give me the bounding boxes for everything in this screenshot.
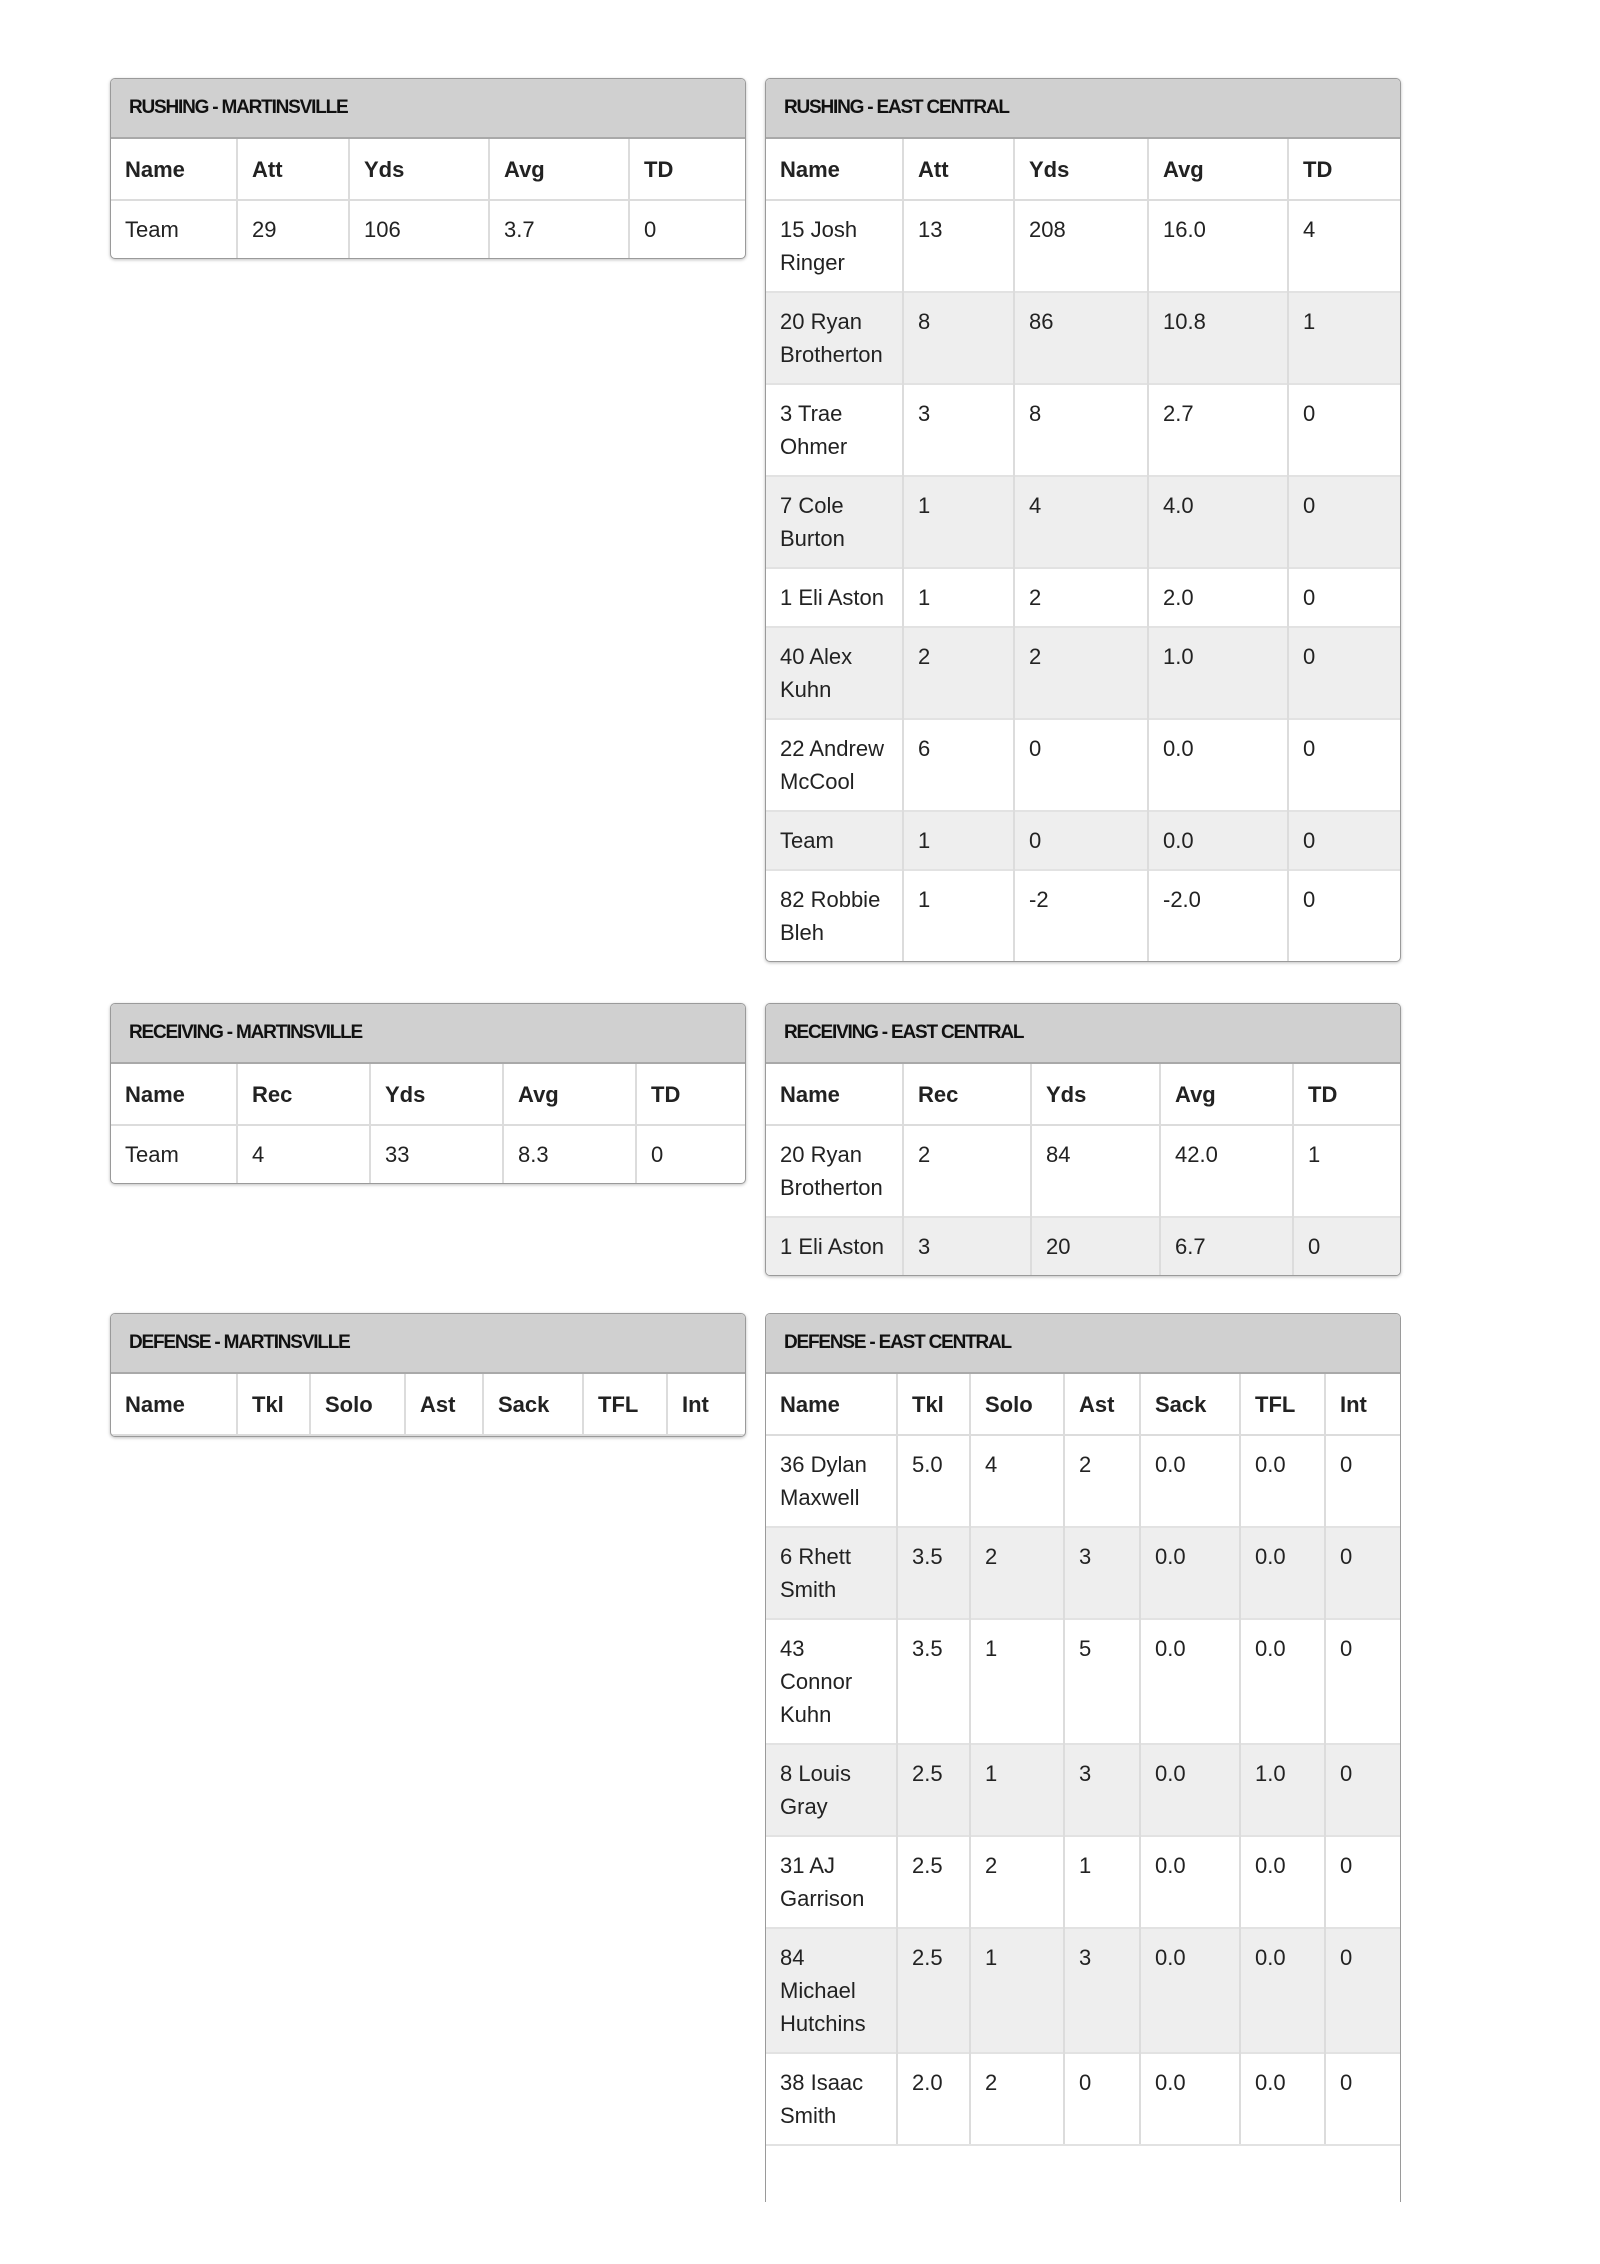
table-cell: 0	[1340, 1544, 1353, 1569]
table-cell: 0	[1303, 644, 1316, 669]
column-header: Att	[903, 139, 1014, 200]
table-cell: 0.0	[1240, 1928, 1325, 2053]
table-cell: 0.0	[1148, 811, 1288, 870]
table-row	[766, 811, 1400, 870]
table-cell: 29	[237, 200, 349, 258]
table-row	[766, 627, 1400, 719]
table-cell: 0.0	[1140, 1928, 1240, 2053]
table-cell: 1	[903, 811, 1014, 870]
column-header: Yds	[349, 139, 489, 200]
table-cell: 4	[1014, 476, 1148, 568]
table-cell: 3	[903, 1217, 1031, 1275]
header-row	[111, 1374, 745, 1435]
header-row	[766, 1374, 1400, 1435]
column-header: Rec	[237, 1064, 370, 1125]
table-cell: 1	[970, 1619, 1064, 1744]
table-cell: 0	[1303, 887, 1316, 912]
table-cell: 22 Andrew McCool	[766, 719, 903, 811]
table-cell: 0.0	[1240, 1435, 1325, 1527]
table-cell: 0.0	[1140, 1744, 1240, 1836]
table-cell: 1	[903, 870, 1014, 961]
table-cell: 4	[1303, 217, 1316, 242]
table-cell: 6 Rhett Smith	[766, 1527, 897, 1619]
table-cell: 1	[970, 1744, 1064, 1836]
table-row	[766, 1928, 1400, 2053]
table-cell: 2.5	[897, 1928, 970, 2053]
table-cell: 0	[1014, 719, 1148, 811]
table-cell: 1	[903, 476, 1014, 568]
table-cell: 0.0	[1140, 1836, 1240, 1928]
table-row	[766, 1836, 1400, 1928]
panel-title: RECEIVING - MARTINSVILLE	[111, 1004, 745, 1064]
table-row	[766, 1125, 1400, 1217]
table-cell: 0	[1340, 1452, 1353, 1477]
table-row	[766, 1435, 1400, 1527]
table-cell: 2.7	[1148, 384, 1288, 476]
column-header: TFL	[1240, 1374, 1325, 1435]
table-cell: 84 Michael Hutchins	[766, 1928, 897, 2053]
table-cell: -2	[1014, 870, 1148, 961]
rushing-east-central-panel	[765, 78, 1401, 962]
table-cell: 8	[1014, 384, 1148, 476]
column-header: Ast	[405, 1374, 483, 1435]
table-cell: 0	[644, 217, 657, 242]
table-cell: 43 Connor Kuhn	[766, 1619, 897, 1744]
table-cell: 20	[1031, 1217, 1160, 1275]
table-cell: 106	[349, 200, 489, 258]
column-header: Avg	[1160, 1064, 1293, 1125]
table-row	[766, 2053, 1400, 2144]
table-cell: 0	[1014, 811, 1148, 870]
table-cell: 3 Trae Ohmer	[766, 384, 903, 476]
table-cell: 6	[903, 719, 1014, 811]
column-header: Ast	[1064, 1374, 1140, 1435]
table-cell: 2.5	[897, 1744, 970, 1836]
table-row	[766, 1527, 1400, 1619]
column-header: Name	[111, 1064, 237, 1125]
table-cell: 4.0	[1148, 476, 1288, 568]
table-cell: 0	[1340, 1853, 1353, 1878]
table-row	[766, 870, 1400, 961]
column-header: Tkl	[237, 1374, 310, 1435]
table-cell: 1	[903, 568, 1014, 627]
rushing-martinsville-panel	[110, 78, 746, 259]
table-row	[766, 292, 1400, 384]
table-cell: 3.7	[489, 200, 629, 258]
table-cell: 0	[1303, 585, 1316, 610]
table-cell: 2.5	[897, 1836, 970, 1928]
column-header: Yds	[1031, 1064, 1160, 1125]
column-header: TD	[644, 157, 674, 182]
table-row	[766, 476, 1400, 568]
column-header: Name	[111, 1374, 237, 1435]
table-cell: 84	[1031, 1125, 1160, 1217]
table-cell: 0.0	[1148, 719, 1288, 811]
table-cell: 2	[1064, 1435, 1140, 1527]
table-cell: 38 Isaac Smith	[766, 2053, 897, 2144]
table-cell: 0.0	[1140, 1435, 1240, 1527]
table-cell: 2	[1014, 627, 1148, 719]
table-cell: 3.5	[897, 1527, 970, 1619]
table-cell: Team	[111, 200, 237, 258]
table-row	[766, 1619, 1400, 1744]
table-cell: 82 Robbie Bleh	[766, 870, 903, 961]
column-header: Sack	[483, 1374, 583, 1435]
table-cell: 2	[903, 627, 1014, 719]
table-cell: 0	[1303, 401, 1316, 426]
header-row	[111, 139, 745, 200]
column-header: Yds	[1014, 139, 1148, 200]
table-cell: 2	[970, 1836, 1064, 1928]
column-header: Name	[111, 139, 237, 200]
panel-title: DEFENSE - EAST CENTRAL	[766, 1314, 1400, 1374]
table-cell: 2	[903, 1125, 1031, 1217]
table-cell: 2.0	[1148, 568, 1288, 627]
table-cell: 5.0	[897, 1435, 970, 1527]
table-cell: 8 Louis Gray	[766, 1744, 897, 1836]
table-cell: 1	[970, 1928, 1064, 2053]
table-row	[766, 1217, 1400, 1275]
table-cell: 1	[1064, 1836, 1140, 1928]
table-cell: 2	[1014, 568, 1148, 627]
column-header: Avg	[503, 1064, 636, 1125]
table-cell: 0.0	[1240, 1619, 1325, 1744]
table-cell: 2	[970, 2053, 1064, 2144]
table-cell: 0	[1340, 1761, 1353, 1786]
table-row	[111, 200, 745, 258]
column-header: Yds	[370, 1064, 503, 1125]
column-header: TD	[1303, 157, 1333, 182]
table-cell: 0	[1340, 2070, 1353, 2095]
table-cell: 2.0	[897, 2053, 970, 2144]
table-cell: Team	[111, 1125, 237, 1183]
table-row	[766, 719, 1400, 811]
column-header: Int	[1340, 1392, 1367, 1417]
panel-title: DEFENSE - MARTINSVILLE	[111, 1314, 745, 1374]
table-row	[766, 384, 1400, 476]
receiving-east-central-panel	[765, 1003, 1401, 1276]
table-cell: 40 Alex Kuhn	[766, 627, 903, 719]
table-cell: 0	[1303, 493, 1316, 518]
table-cell: 0	[1064, 2053, 1140, 2144]
header-row	[766, 1064, 1400, 1125]
defense-martinsville-panel	[110, 1313, 746, 1437]
column-header: TD	[651, 1082, 681, 1107]
table-cell: Team	[766, 811, 903, 870]
table-row	[766, 568, 1400, 627]
table-cell: 6.7	[1160, 1217, 1293, 1275]
table-cell: 1 Eli Aston	[766, 1217, 903, 1275]
header-row	[766, 139, 1400, 200]
column-header: TFL	[583, 1374, 667, 1435]
table-row	[766, 1744, 1400, 1836]
table-cell: 86	[1014, 292, 1148, 384]
table-cell: -2.0	[1148, 870, 1288, 961]
table-cell: 3	[1064, 1527, 1140, 1619]
column-header: Sack	[1140, 1374, 1240, 1435]
panel-title: RECEIVING - EAST CENTRAL	[766, 1004, 1400, 1064]
table-cell: 4	[970, 1435, 1064, 1527]
table-cell: 1	[1303, 309, 1316, 334]
table-cell: 0	[1340, 1636, 1353, 1661]
table-cell: 1.0	[1240, 1744, 1325, 1836]
table-continuation	[766, 2144, 1400, 2202]
table-cell: 8.3	[503, 1125, 636, 1183]
table-cell: 1 Eli Aston	[766, 568, 903, 627]
table-cell: 3	[903, 384, 1014, 476]
table-cell: 4	[237, 1125, 370, 1183]
table-cell: 31 AJ Garrison	[766, 1836, 897, 1928]
table-cell: 42.0	[1160, 1125, 1293, 1217]
column-header: Int	[682, 1392, 709, 1417]
table-cell: 0.0	[1240, 1836, 1325, 1928]
column-header: Name	[766, 1064, 903, 1125]
header-row	[111, 1064, 745, 1125]
column-header: Rec	[903, 1064, 1031, 1125]
table-cell: 36 Dylan Maxwell	[766, 1435, 897, 1527]
table-cell: 20 Ryan Brotherton	[766, 292, 903, 384]
table-cell: 208	[1014, 200, 1148, 292]
column-header: Name	[766, 139, 903, 200]
column-header: TD	[1308, 1082, 1338, 1107]
table-cell: 16.0	[1148, 200, 1288, 292]
stats-table	[111, 1064, 745, 1183]
table-cell: 0.0	[1140, 1619, 1240, 1744]
table-cell: 3	[1064, 1928, 1140, 2053]
column-header: Tkl	[897, 1374, 970, 1435]
defense-east-central-panel	[765, 1313, 1401, 2202]
stats-table	[111, 1374, 745, 1436]
table-cell: 13	[903, 200, 1014, 292]
table-cell: 0.0	[1240, 1527, 1325, 1619]
column-header: Att	[237, 139, 349, 200]
column-header: Avg	[1148, 139, 1288, 200]
table-cell: 20 Ryan Brotherton	[766, 1125, 903, 1217]
table-cell: 0	[1340, 1945, 1353, 1970]
panel-title: RUSHING - MARTINSVILLE	[111, 79, 745, 139]
table-cell: 0.0	[1140, 1527, 1240, 1619]
table-cell: 3.5	[897, 1619, 970, 1744]
table-cell: 3	[1064, 1744, 1140, 1836]
table-cell: 1	[1308, 1142, 1321, 1167]
column-header: Solo	[310, 1374, 405, 1435]
column-header: Solo	[970, 1374, 1064, 1435]
table-cell: 5	[1064, 1619, 1140, 1744]
receiving-martinsville-panel	[110, 1003, 746, 1184]
table-cell: 0.0	[1240, 2053, 1325, 2144]
panel-title: RUSHING - EAST CENTRAL	[766, 79, 1400, 139]
table-cell: 15 Josh Ringer	[766, 200, 903, 292]
table-cell: 0	[1308, 1234, 1321, 1259]
table-row	[111, 1125, 745, 1183]
stats-table	[111, 139, 745, 258]
stats-table	[766, 1064, 1400, 1275]
table-cell: 8	[903, 292, 1014, 384]
table-cell: 0.0	[1140, 2053, 1240, 2144]
stats-table	[766, 139, 1400, 961]
table-cell: 0	[651, 1142, 664, 1167]
table-cell: 0	[1303, 736, 1316, 761]
column-header: Avg	[489, 139, 629, 200]
table-cell: 2	[970, 1527, 1064, 1619]
table-cell: 1.0	[1148, 627, 1288, 719]
table-cell: 7 Cole Burton	[766, 476, 903, 568]
table-cell: 0	[1303, 828, 1316, 853]
table-cell: 33	[370, 1125, 503, 1183]
table-row	[766, 200, 1400, 292]
column-header: Name	[766, 1374, 897, 1435]
stats-table	[766, 1374, 1400, 2144]
table-cell: 10.8	[1148, 292, 1288, 384]
